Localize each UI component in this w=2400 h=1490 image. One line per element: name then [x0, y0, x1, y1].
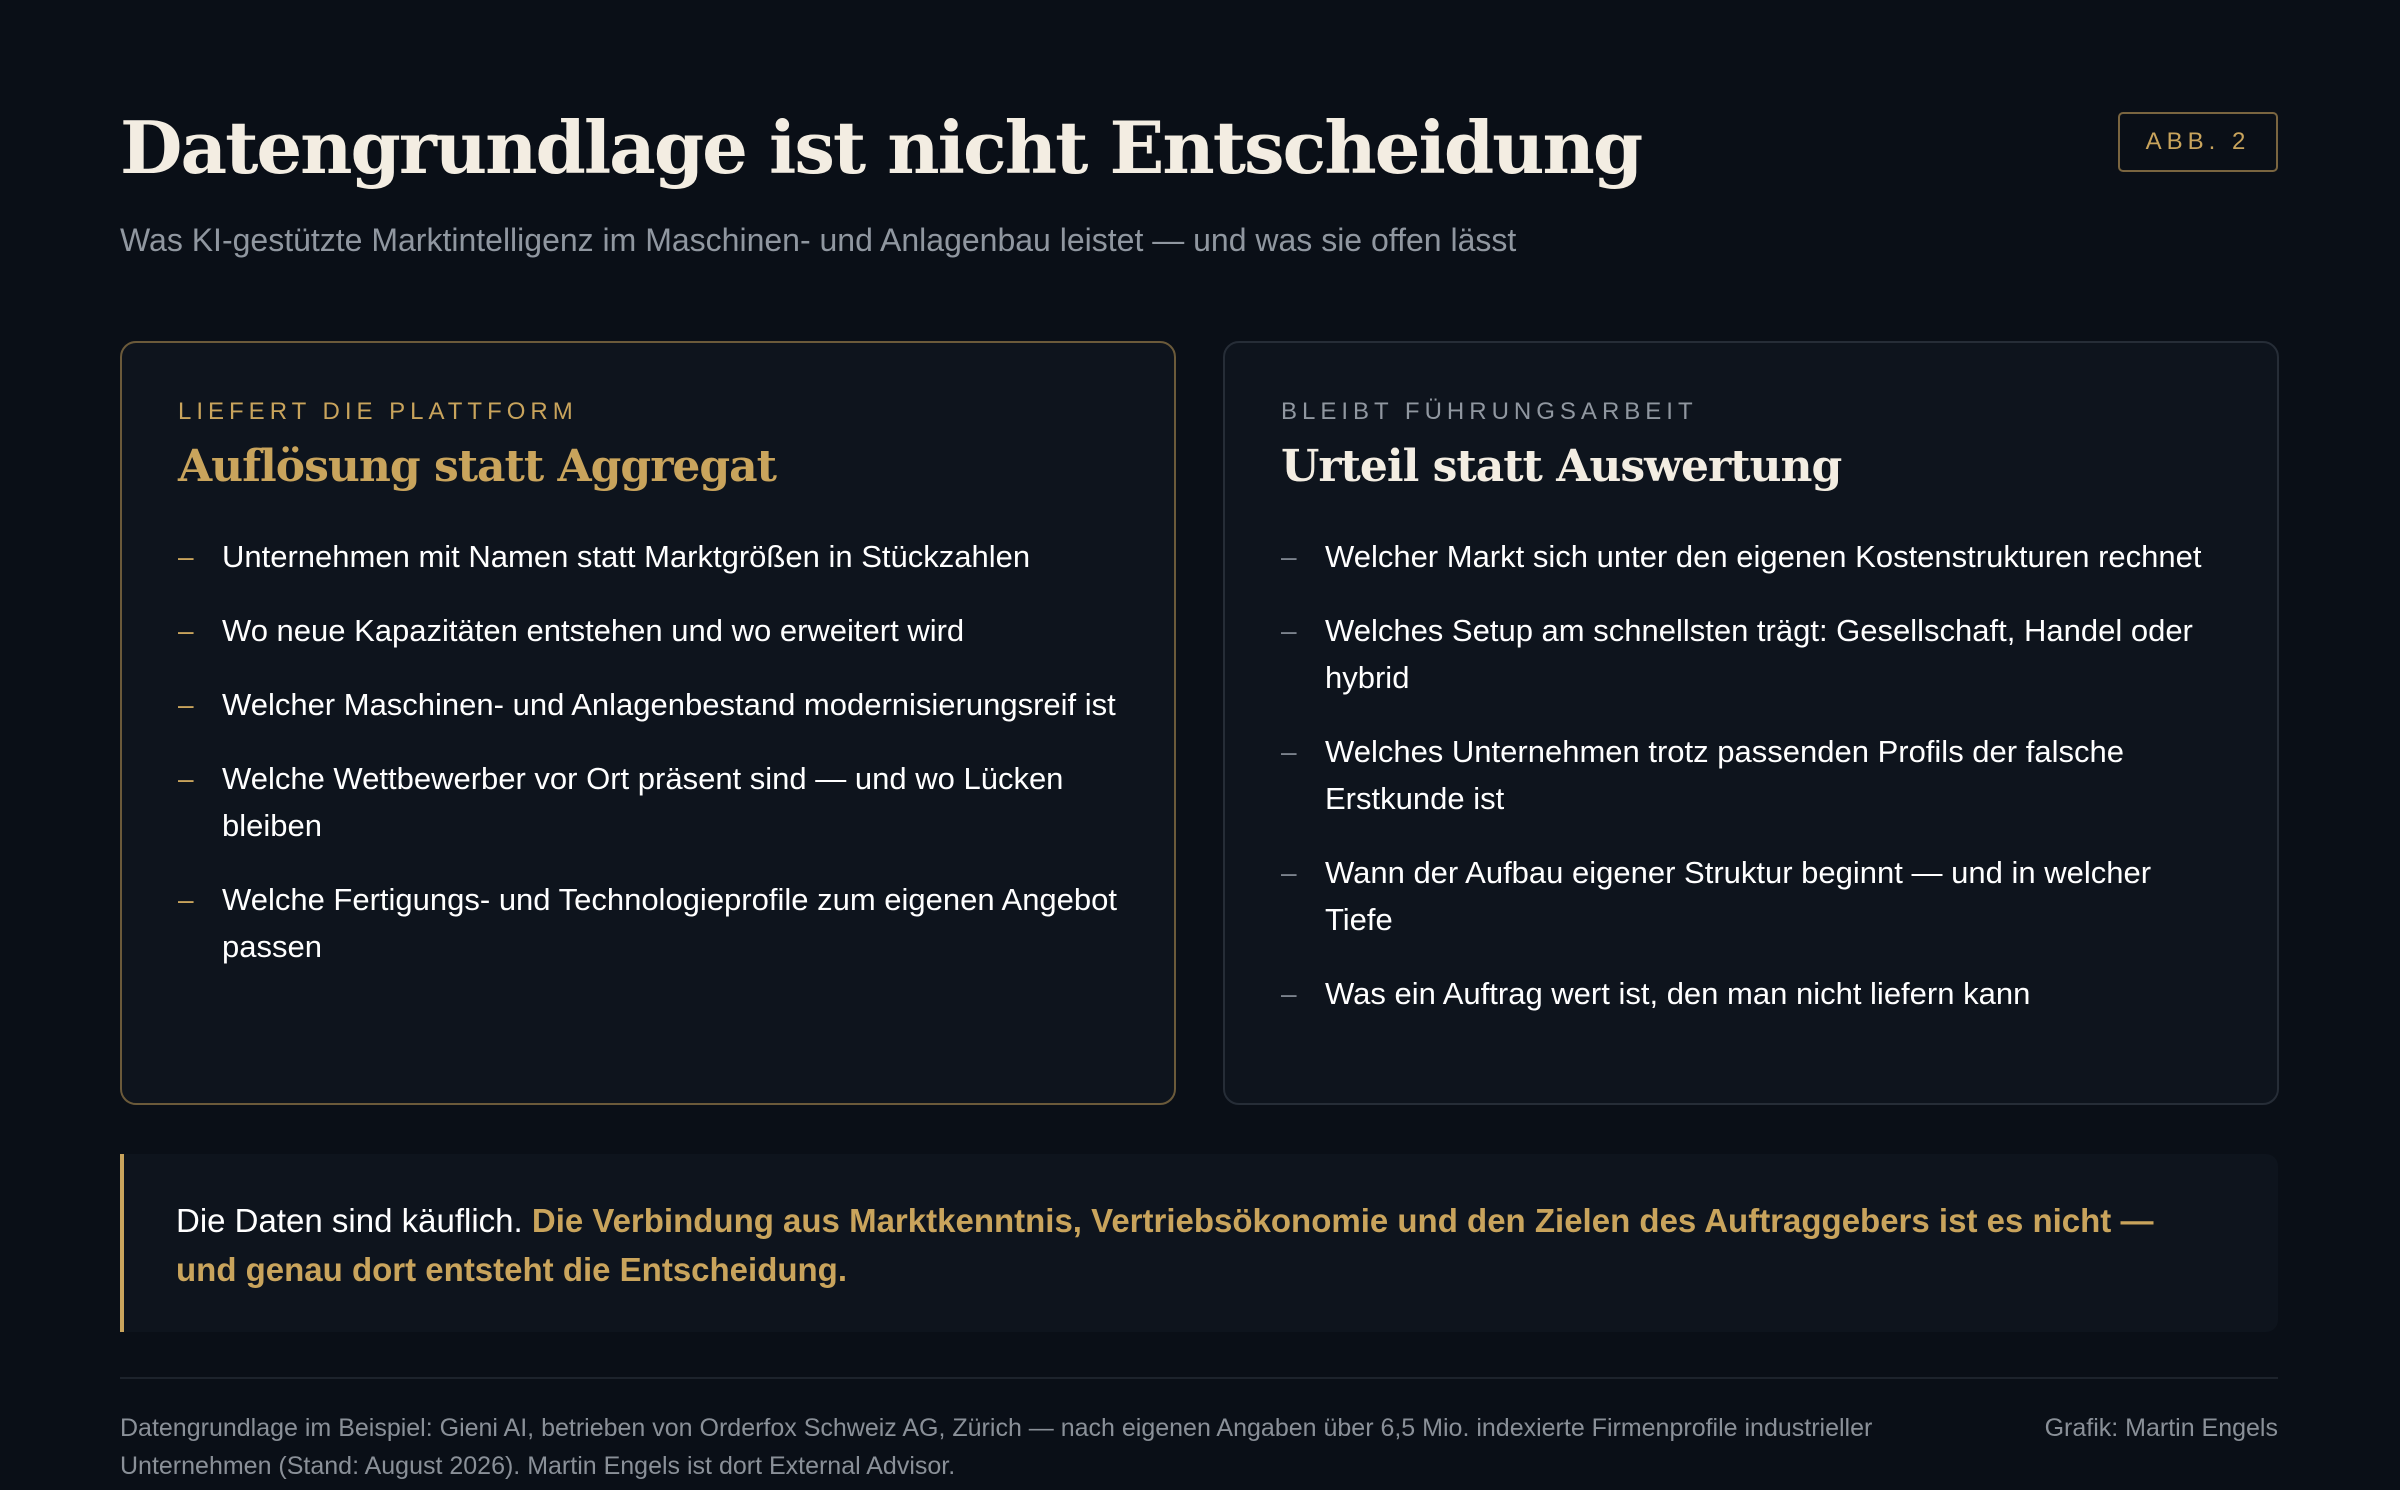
list-item-text: Wann der Aufbau eigener Struktur beginnt — und in welcher Tiefe: [1325, 855, 2152, 937]
dash-icon: –: [178, 884, 194, 915]
list-item-text: Unternehmen mit Namen statt Marktgrößen in Stückzahlen: [222, 539, 1031, 574]
dash-icon: –: [1281, 857, 1297, 888]
dash-icon: –: [178, 763, 194, 794]
list-item-text: Was ein Auftrag wert ist, den man nicht liefern kann: [1325, 976, 2031, 1011]
page-title: Datengrundlage ist nicht Entscheidung: [120, 105, 1642, 190]
platform-card-title: Auflösung statt Aggregat: [178, 441, 776, 492]
footer-divider: [120, 1377, 2278, 1379]
list-item-text: Welcher Maschinen- und Anlagenbestand modernisierungsreif ist: [222, 687, 1116, 722]
dash-icon: –: [178, 689, 194, 720]
figure-badge: ABB. 2: [2118, 112, 2278, 172]
list-item: [1281, 970, 2221, 1017]
list-item-text: Welche Wettbewerber vor Ort präsent sind — und wo Lücken bleiben: [222, 761, 1064, 843]
list-item: [1281, 849, 2221, 943]
list-item: [1281, 533, 2221, 580]
platform-card: [120, 341, 1176, 1105]
leadership-card-title: Urteil statt Auswertung: [1281, 441, 1842, 492]
list-item: [178, 607, 1118, 654]
callout-emphasis-text: Die Verbindung aus Marktkenntnis, Vertriebsökonomie und den Zielen des Auftraggebers ist es nicht — und genau dort entsteht die Entscheidung.: [176, 1202, 2154, 1288]
source-note: Datengrundlage im Beispiel: Gieni AI, betrieben von Orderfox Schweiz AG, Zürich — nach eigenen Angaben über 6,5 Mio. indexierte Firmenprofile industrieller Unternehmen (Stand: August 2026). Martin Engels ist dort External Advisor.: [120, 1414, 1873, 1480]
dash-icon: –: [178, 615, 194, 646]
list-item: [178, 876, 1118, 970]
list-item-text: Welche Fertigungs- und Technologieprofile zum eigenen Angebot passen: [222, 882, 1118, 964]
list-item: [178, 755, 1118, 849]
platform-card-eyebrow: LIEFERT DIE PLATTFORM: [178, 398, 578, 425]
callout-plain-text: Die Daten sind käuflich.: [176, 1202, 523, 1239]
list-item: [178, 533, 1118, 580]
list-item: [178, 681, 1118, 728]
dash-icon: –: [178, 541, 194, 572]
page-subtitle: Was KI-gestützte Marktintelligenz im Maschinen- und Anlagenbau leistet — und was sie offen lässt: [120, 222, 1517, 258]
dash-icon: –: [1281, 615, 1297, 646]
platform-list: [178, 533, 1118, 997]
list-item: [1281, 728, 2221, 822]
leadership-list: [1281, 533, 2221, 1044]
graphic-credit: Grafik: Martin Engels: [2044, 1414, 2278, 1442]
list-item-text: Welches Unternehmen trotz passenden Profils der falsche Erstkunde ist: [1325, 734, 2124, 816]
key-message-callout: [120, 1154, 2278, 1332]
dash-icon: –: [1281, 736, 1297, 767]
dash-icon: –: [1281, 541, 1297, 572]
list-item: [1281, 607, 2221, 701]
list-item-text: Welcher Markt sich unter den eigenen Kostenstrukturen rechnet: [1325, 539, 2202, 574]
list-item-text: Welches Setup am schnellsten trägt: Gesellschaft, Handel oder hybrid: [1325, 613, 2193, 695]
leadership-card: [1223, 341, 2279, 1105]
list-item-text: Wo neue Kapazitäten entstehen und wo erweitert wird: [222, 613, 965, 648]
leadership-card-eyebrow: BLEIBT FÜHRUNGSARBEIT: [1281, 398, 1698, 425]
dash-icon: –: [1281, 978, 1297, 1009]
